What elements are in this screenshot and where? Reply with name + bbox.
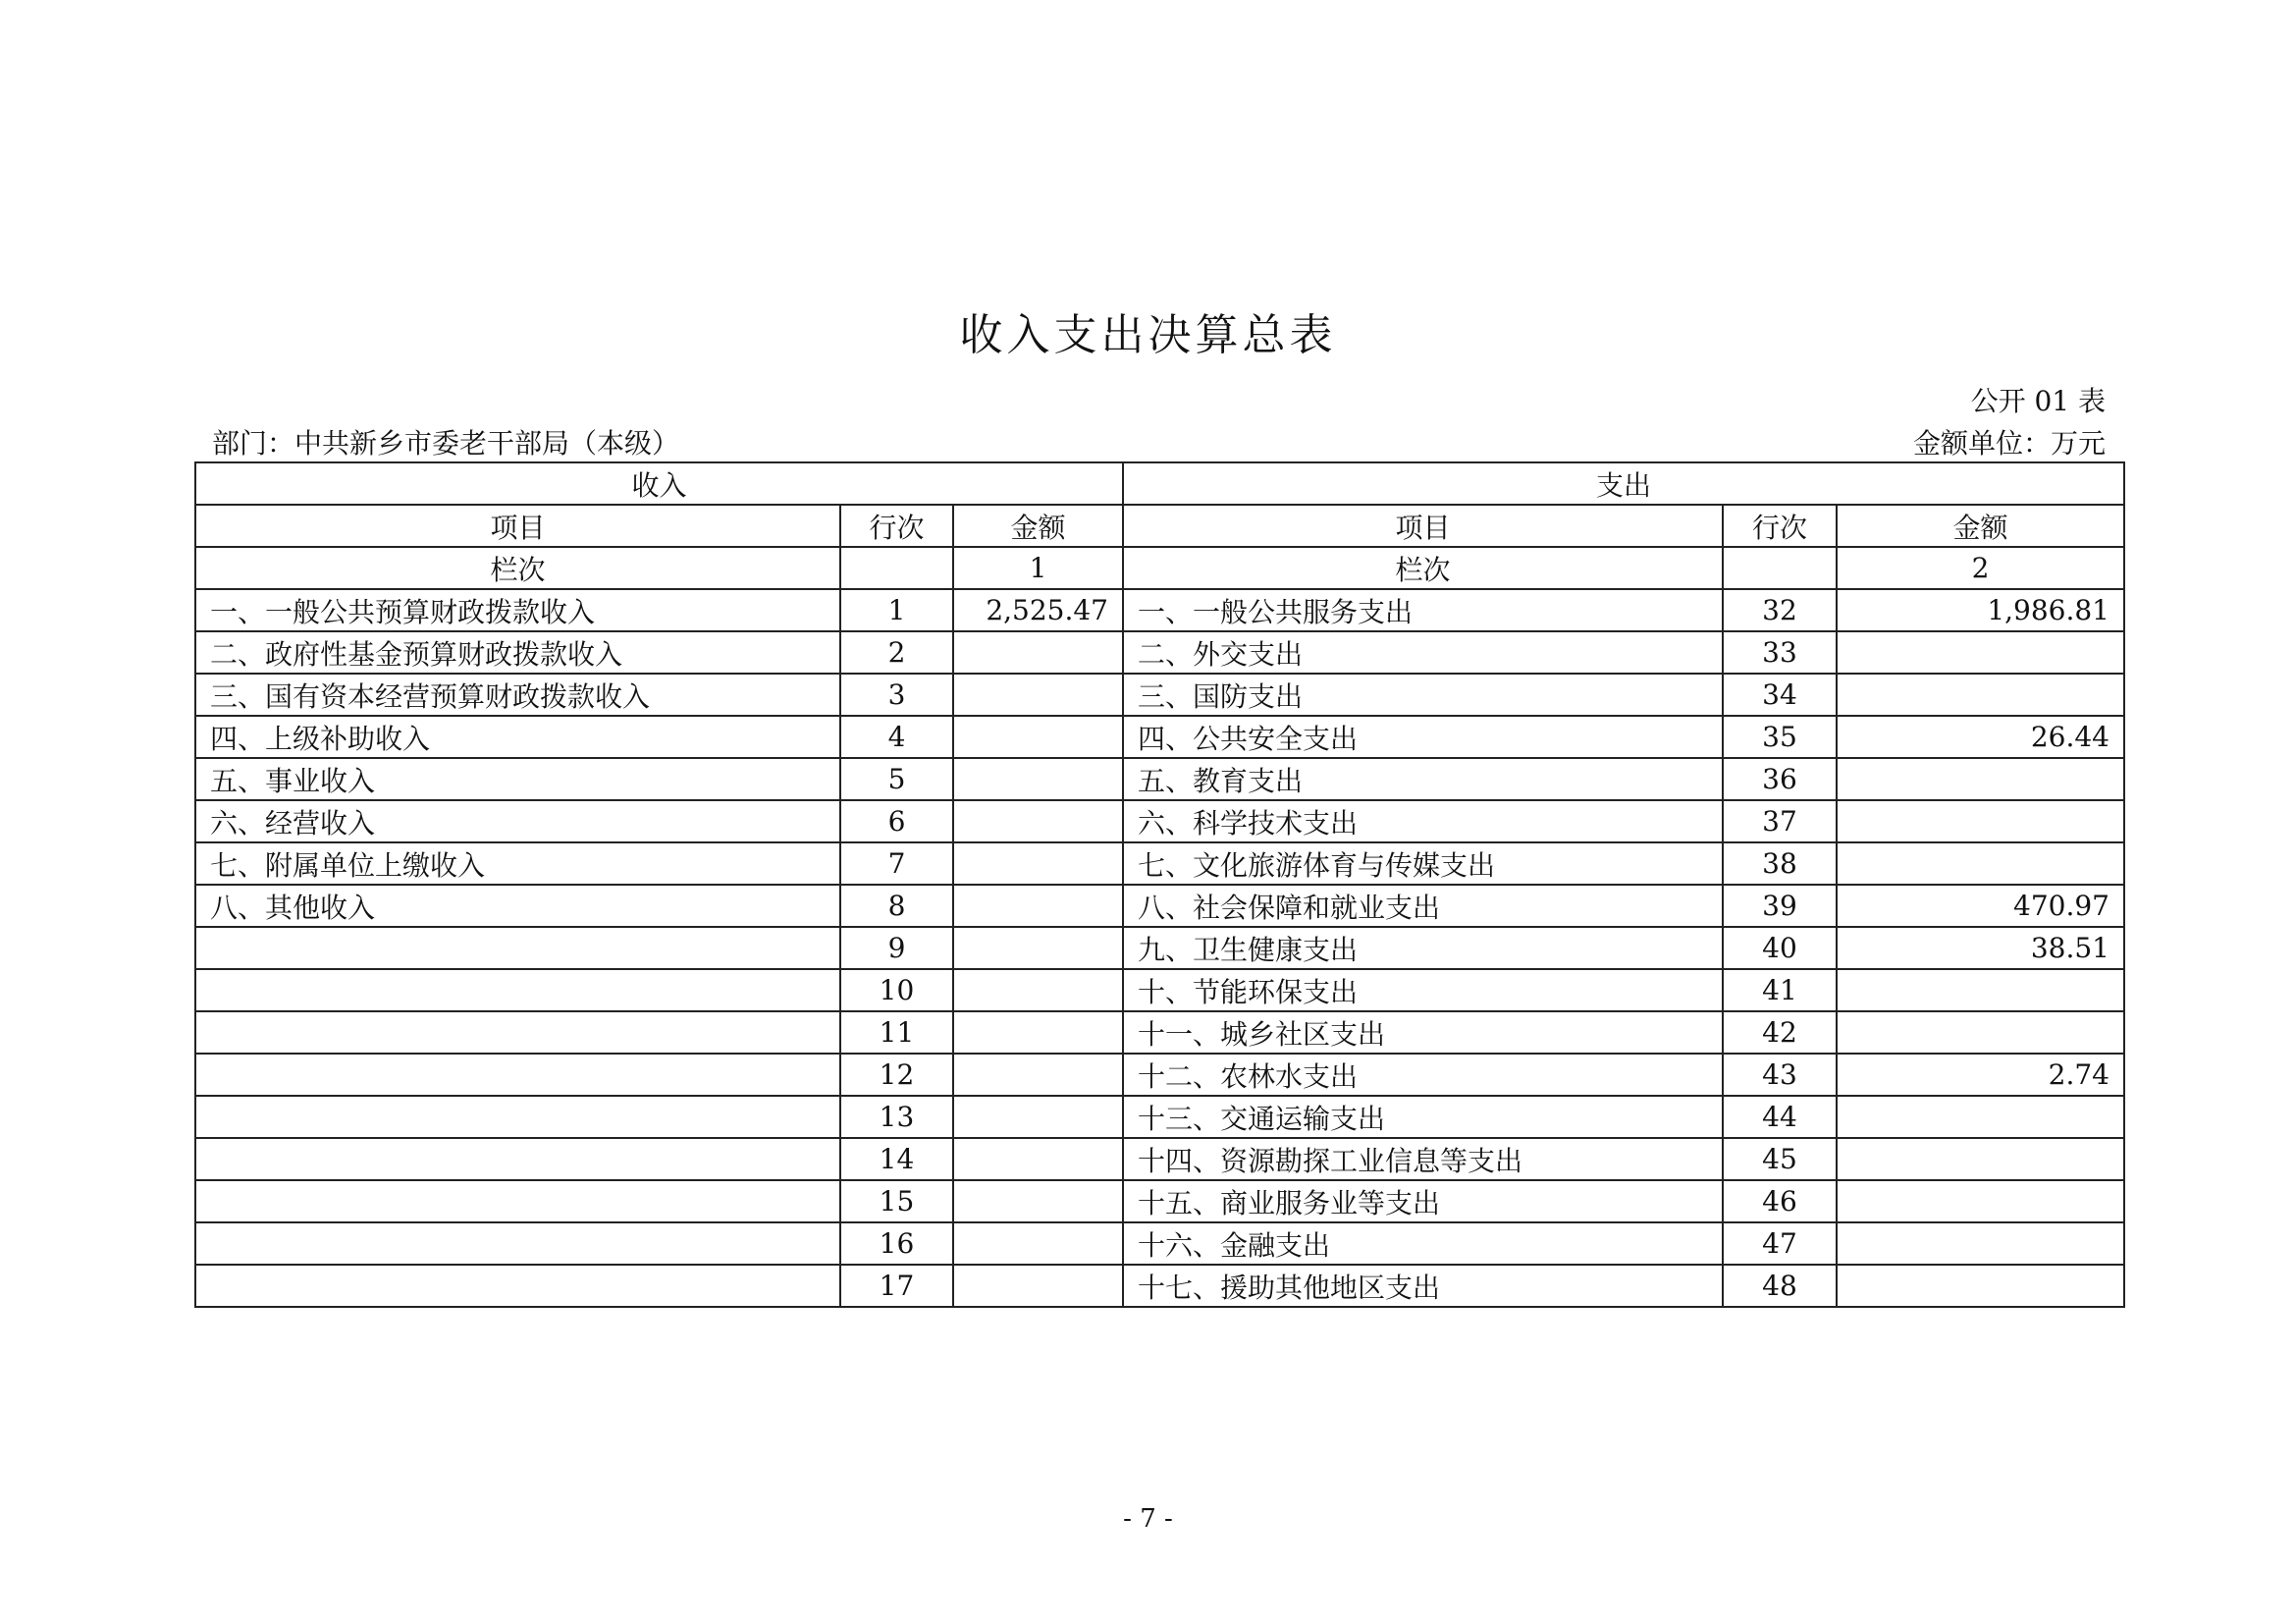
income-item xyxy=(195,969,840,1011)
income-row-no: 14 xyxy=(840,1138,953,1180)
expense-amount xyxy=(1837,1265,2124,1307)
table-row xyxy=(195,589,2124,631)
income-expense-table xyxy=(194,461,2125,1308)
page-title: 收入支出决算总表 xyxy=(959,310,1337,360)
income-amount xyxy=(953,1096,1123,1138)
income-item: 五、事业收入 xyxy=(195,758,840,800)
income-amount xyxy=(953,1011,1123,1054)
page-number: - 7 - xyxy=(1123,1504,1173,1534)
expense-row-no-header: 行次 xyxy=(1723,505,1837,547)
expense-amount xyxy=(1837,842,2124,885)
income-amount: 2,525.47 xyxy=(953,589,1123,631)
table-row xyxy=(195,885,2124,927)
income-item xyxy=(195,1011,840,1054)
expense-row-no: 33 xyxy=(1723,631,1837,674)
expense-row-no: 38 xyxy=(1723,842,1837,885)
expense-amount xyxy=(1837,1096,2124,1138)
expense-item: 四、公共安全支出 xyxy=(1123,716,1723,758)
expense-amount-header: 金额 xyxy=(1837,505,2124,547)
empty-cell xyxy=(1723,547,1837,589)
expense-amount xyxy=(1837,1011,2124,1054)
expense-amount: 26.44 xyxy=(1837,716,2124,758)
income-row-no-header: 行次 xyxy=(840,505,953,547)
expense-row-no: 40 xyxy=(1723,927,1837,969)
expense-item: 十、节能环保支出 xyxy=(1123,969,1723,1011)
income-item: 八、其他收入 xyxy=(195,885,840,927)
unit-label: 金额单位：万元 xyxy=(1912,427,2106,460)
income-row-no: 7 xyxy=(840,842,953,885)
income-amount xyxy=(953,800,1123,842)
income-item-header: 项目 xyxy=(195,505,840,547)
expense-amount xyxy=(1837,969,2124,1011)
expense-row-no: 32 xyxy=(1723,589,1837,631)
expense-header: 支出 xyxy=(1123,462,2124,505)
expense-column-seq: 栏次 xyxy=(1123,547,1723,589)
table-row xyxy=(195,927,2124,969)
empty-cell xyxy=(840,547,953,589)
income-item: 四、上级补助收入 xyxy=(195,716,840,758)
table-row xyxy=(195,631,2124,674)
table-row xyxy=(195,1222,2124,1265)
income-item: 七、附属单位上缴收入 xyxy=(195,842,840,885)
income-amount xyxy=(953,758,1123,800)
table-section-header xyxy=(195,462,2124,505)
income-amount xyxy=(953,1222,1123,1265)
income-amount xyxy=(953,969,1123,1011)
expense-item: 七、文化旅游体育与传媒支出 xyxy=(1123,842,1723,885)
expense-item: 八、社会保障和就业支出 xyxy=(1123,885,1723,927)
income-row-no: 16 xyxy=(840,1222,953,1265)
income-amount xyxy=(953,1138,1123,1180)
income-header: 收入 xyxy=(195,462,1123,505)
income-item xyxy=(195,1138,840,1180)
table-row xyxy=(195,758,2124,800)
income-row-no: 10 xyxy=(840,969,953,1011)
table-row xyxy=(195,1011,2124,1054)
income-item xyxy=(195,1096,840,1138)
income-amount xyxy=(953,1265,1123,1307)
expense-row-no: 36 xyxy=(1723,758,1837,800)
income-row-no: 15 xyxy=(840,1180,953,1222)
table-row xyxy=(195,1054,2124,1096)
income-row-no: 17 xyxy=(840,1265,953,1307)
income-item xyxy=(195,1180,840,1222)
expense-item: 十一、城乡社区支出 xyxy=(1123,1011,1723,1054)
income-item xyxy=(195,1265,840,1307)
expense-row-no: 43 xyxy=(1723,1054,1837,1096)
table-row xyxy=(195,1138,2124,1180)
expense-amount: 1,986.81 xyxy=(1837,589,2124,631)
income-amount xyxy=(953,674,1123,716)
expense-item: 十二、农林水支出 xyxy=(1123,1054,1723,1096)
income-row-no: 13 xyxy=(840,1096,953,1138)
income-row-no: 9 xyxy=(840,927,953,969)
income-row-no: 8 xyxy=(840,885,953,927)
income-row-no: 6 xyxy=(840,800,953,842)
income-amount xyxy=(953,842,1123,885)
expense-amount xyxy=(1837,674,2124,716)
table-row xyxy=(195,1096,2124,1138)
income-column-seq: 栏次 xyxy=(195,547,840,589)
expense-item: 一、一般公共服务支出 xyxy=(1123,589,1723,631)
expense-amount: 470.97 xyxy=(1837,885,2124,927)
expense-amount: 2.74 xyxy=(1837,1054,2124,1096)
income-row-no: 11 xyxy=(840,1011,953,1054)
expense-amount xyxy=(1837,1222,2124,1265)
table-row xyxy=(195,800,2124,842)
expense-item-header: 项目 xyxy=(1123,505,1723,547)
income-amount xyxy=(953,927,1123,969)
expense-item: 十三、交通运输支出 xyxy=(1123,1096,1723,1138)
expense-row-no: 47 xyxy=(1723,1222,1837,1265)
table-body xyxy=(195,589,2124,1307)
expense-amount xyxy=(1837,758,2124,800)
expense-item: 十四、资源勘探工业信息等支出 xyxy=(1123,1138,1723,1180)
expense-row-no: 39 xyxy=(1723,885,1837,927)
table-row xyxy=(195,969,2124,1011)
expense-amount xyxy=(1837,1138,2124,1180)
income-amount-header: 金额 xyxy=(953,505,1123,547)
expense-row-no: 48 xyxy=(1723,1265,1837,1307)
income-row-no: 1 xyxy=(840,589,953,631)
expense-row-no: 46 xyxy=(1723,1180,1837,1222)
expense-item: 二、外交支出 xyxy=(1123,631,1723,674)
table-column-seq-row xyxy=(195,547,2124,589)
expense-amount xyxy=(1837,800,2124,842)
expense-item: 五、教育支出 xyxy=(1123,758,1723,800)
income-item xyxy=(195,927,840,969)
table-row xyxy=(195,674,2124,716)
income-item: 三、国有资本经营预算财政拨款收入 xyxy=(195,674,840,716)
income-row-no: 12 xyxy=(840,1054,953,1096)
expense-row-no: 37 xyxy=(1723,800,1837,842)
table-row xyxy=(195,716,2124,758)
income-amount xyxy=(953,885,1123,927)
table-row xyxy=(195,1265,2124,1307)
expense-item: 六、科学技术支出 xyxy=(1123,800,1723,842)
form-number: 公开 01 表 xyxy=(1970,385,2106,417)
income-col-number: 1 xyxy=(953,547,1123,589)
income-item xyxy=(195,1222,840,1265)
expense-item: 十七、援助其他地区支出 xyxy=(1123,1265,1723,1307)
expense-amount xyxy=(1837,631,2124,674)
income-item: 一、一般公共预算财政拨款收入 xyxy=(195,589,840,631)
expense-row-no: 44 xyxy=(1723,1096,1837,1138)
income-row-no: 4 xyxy=(840,716,953,758)
income-amount xyxy=(953,1054,1123,1096)
expense-row-no: 34 xyxy=(1723,674,1837,716)
income-row-no: 2 xyxy=(840,631,953,674)
income-row-no: 3 xyxy=(840,674,953,716)
expense-item: 三、国防支出 xyxy=(1123,674,1723,716)
income-item: 二、政府性基金预算财政拨款收入 xyxy=(195,631,840,674)
department-label: 部门：中共新乡市委老干部局（本级） xyxy=(212,427,680,460)
expense-amount xyxy=(1837,1180,2124,1222)
income-amount xyxy=(953,716,1123,758)
expense-item: 九、卫生健康支出 xyxy=(1123,927,1723,969)
table-row xyxy=(195,1180,2124,1222)
expense-row-no: 45 xyxy=(1723,1138,1837,1180)
table-column-header xyxy=(195,505,2124,547)
expense-col-number: 2 xyxy=(1837,547,2124,589)
income-amount xyxy=(953,1180,1123,1222)
income-row-no: 5 xyxy=(840,758,953,800)
income-amount xyxy=(953,631,1123,674)
expense-row-no: 35 xyxy=(1723,716,1837,758)
expense-item: 十六、金融支出 xyxy=(1123,1222,1723,1265)
table-row xyxy=(195,842,2124,885)
expense-row-no: 42 xyxy=(1723,1011,1837,1054)
income-item xyxy=(195,1054,840,1096)
expense-row-no: 41 xyxy=(1723,969,1837,1011)
expense-amount: 38.51 xyxy=(1837,927,2124,969)
income-item: 六、经营收入 xyxy=(195,800,840,842)
expense-item: 十五、商业服务业等支出 xyxy=(1123,1180,1723,1222)
